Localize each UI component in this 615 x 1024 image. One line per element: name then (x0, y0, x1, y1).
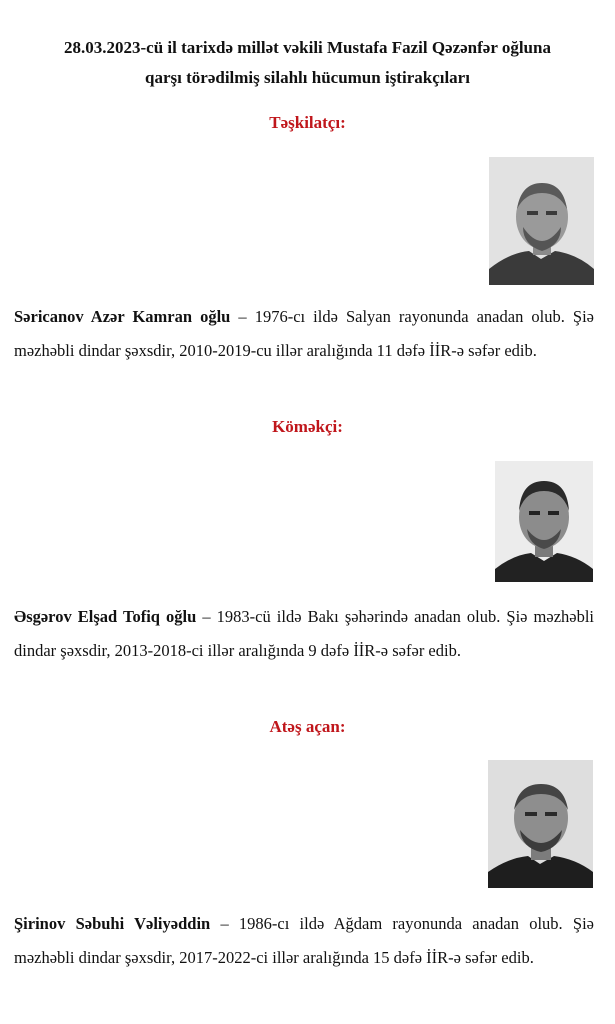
title-line-1: 28.03.2023-cü il tarixdə millət vəkili Mustafa Fazil Qəzənfər oğluna (64, 38, 551, 57)
page-title (0, 33, 615, 93)
person-name: Şirinov Səbuhi Vəliyəddin (14, 914, 211, 933)
person-name: Əsgərov Elşad Tofiq oğlu (14, 607, 197, 626)
photo-organizer (489, 157, 594, 285)
person-description: – 1983-cü ildə Bakı şəhərində anadan olub. Şiə məzhəbli dindar şəxsdir, 2013-2018-ci illər aralığında 9 dəfə İİR-ə səfər edib. (14, 607, 595, 660)
role-organizer: Təşkilatçı: (269, 113, 346, 132)
role-shooter: Atəş açan: (269, 717, 346, 736)
person-paragraph-shooter (14, 907, 594, 975)
photo-helper (495, 461, 593, 582)
role-helper: Köməkçi: (272, 417, 343, 436)
person-name: Səricanov Azər Kamran oğlu (14, 307, 231, 326)
portrait-image (488, 760, 593, 888)
title-line-2: qarşı törədilmiş silahlı hücumun iştirakçıları (145, 68, 470, 87)
portrait-image (489, 157, 594, 285)
person-description: – 1976-cı ildə Salyan rayonunda anadan olub. Şiə məzhəbli dindar şəxsdir, 2010-2019-cu illər aralığında 11 dəfə İİR-ə səfər edib. (14, 307, 594, 360)
person-paragraph-organizer (14, 300, 594, 368)
person-description: – 1986-cı ildə Ağdam rayonunda anadan olub. Şiə məzhəbli dindar şəxsdir, 2017-2022-ci illər aralığında 15 dəfə İİR-ə səfər edib. (14, 914, 594, 967)
photo-shooter (488, 760, 593, 888)
portrait-image (495, 461, 593, 582)
person-paragraph-helper (14, 600, 594, 668)
